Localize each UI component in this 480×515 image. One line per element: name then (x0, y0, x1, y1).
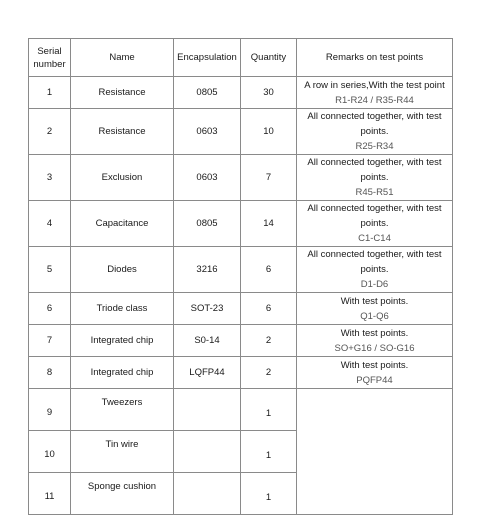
cell-serial: 5 (29, 247, 71, 293)
test-points: PQFP44 (356, 374, 393, 386)
cell-serial: 6 (29, 293, 71, 325)
cell-serial: 10 (29, 431, 71, 473)
cell-name: Tweezers (71, 389, 174, 431)
cell-name: Sponge cushion (71, 473, 174, 515)
header-serial-number: Serial number (29, 39, 71, 77)
cell-quantity: 7 (241, 155, 297, 201)
table-row (29, 201, 453, 247)
cell-remarks (297, 357, 453, 389)
table-row (29, 109, 453, 155)
cell-quantity: 2 (241, 325, 297, 357)
cell-encapsulation: SOT-23 (174, 293, 241, 325)
cell-name: Resistance (71, 109, 174, 155)
cell-quantity: 1 (241, 389, 297, 431)
cell-encapsulation (174, 473, 241, 515)
cell-quantity: 1 (241, 473, 297, 515)
cell-quantity: 30 (241, 77, 297, 109)
cell-remarks (297, 247, 453, 293)
cell-serial: 2 (29, 109, 71, 155)
cell-encapsulation (174, 389, 241, 431)
remark-text: All connected together, with test points. (307, 249, 442, 275)
parts-list-table (28, 38, 453, 515)
cell-name: Integrated chip (71, 325, 174, 357)
header-name: Name (71, 39, 174, 77)
cell-quantity: 1 (241, 431, 297, 473)
cell-name: Triode class (71, 293, 174, 325)
remark-text: With test points. (340, 359, 409, 371)
cell-encapsulation: S0-14 (174, 325, 241, 357)
remark-text: With test points. (340, 295, 409, 307)
table-row (29, 325, 453, 357)
cell-remarks (297, 109, 453, 155)
remark-text: All connected together, with test points. (307, 111, 442, 137)
cell-encapsulation (174, 431, 241, 473)
cell-name: Tin wire (71, 431, 174, 473)
cell-name: Exclusion (71, 155, 174, 201)
cell-serial: 7 (29, 325, 71, 357)
header-quantity: Quantity (241, 39, 297, 77)
test-points: C1-C14 (358, 233, 391, 244)
header-encapsulation: Encapsulation (174, 39, 241, 77)
remark-text: A row in series,With the test point (304, 79, 445, 91)
cell-serial: 11 (29, 473, 71, 515)
cell-encapsulation: 3216 (174, 247, 241, 293)
cell-quantity: 2 (241, 357, 297, 389)
cell-remarks-empty (297, 389, 453, 515)
cell-serial: 4 (29, 201, 71, 247)
cell-encapsulation: 0603 (174, 109, 241, 155)
cell-encapsulation: 0603 (174, 155, 241, 201)
remark-text: With test points. (340, 327, 409, 339)
cell-quantity: 10 (241, 109, 297, 155)
test-points: R25-R34 (355, 141, 394, 152)
cell-remarks (297, 201, 453, 247)
cell-encapsulation: 0805 (174, 77, 241, 109)
cell-name: Diodes (71, 247, 174, 293)
test-points: D1-D6 (360, 279, 389, 290)
cell-serial: 9 (29, 389, 71, 431)
remark-text: All connected together, with test points. (307, 157, 442, 183)
table-header-row (29, 39, 453, 77)
cell-quantity: 6 (241, 247, 297, 293)
remark-text: All connected together, with test points. (307, 203, 442, 229)
cell-encapsulation: LQFP44 (174, 357, 241, 389)
cell-encapsulation: 0805 (174, 201, 241, 247)
test-points: SO+G16 / SO-G16 (334, 342, 415, 354)
cell-quantity: 14 (241, 201, 297, 247)
cell-name: Capacitance (71, 201, 174, 247)
cell-remarks (297, 293, 453, 325)
test-points: R1-R24 / R35-R44 (335, 94, 414, 106)
cell-remarks (297, 77, 453, 109)
cell-name: Resistance (71, 77, 174, 109)
table-row (29, 77, 453, 109)
table-row (29, 357, 453, 389)
table-row (29, 155, 453, 201)
cell-remarks (297, 155, 453, 201)
test-points: Q1-Q6 (360, 310, 389, 322)
test-points: R45-R51 (355, 187, 394, 198)
cell-serial: 8 (29, 357, 71, 389)
table-row (29, 293, 453, 325)
cell-quantity: 6 (241, 293, 297, 325)
cell-serial: 1 (29, 77, 71, 109)
header-remarks: Remarks on test points (297, 39, 453, 77)
table-row (29, 389, 453, 431)
table-row (29, 247, 453, 293)
cell-remarks (297, 325, 453, 357)
cell-name: Integrated chip (71, 357, 174, 389)
cell-serial: 3 (29, 155, 71, 201)
